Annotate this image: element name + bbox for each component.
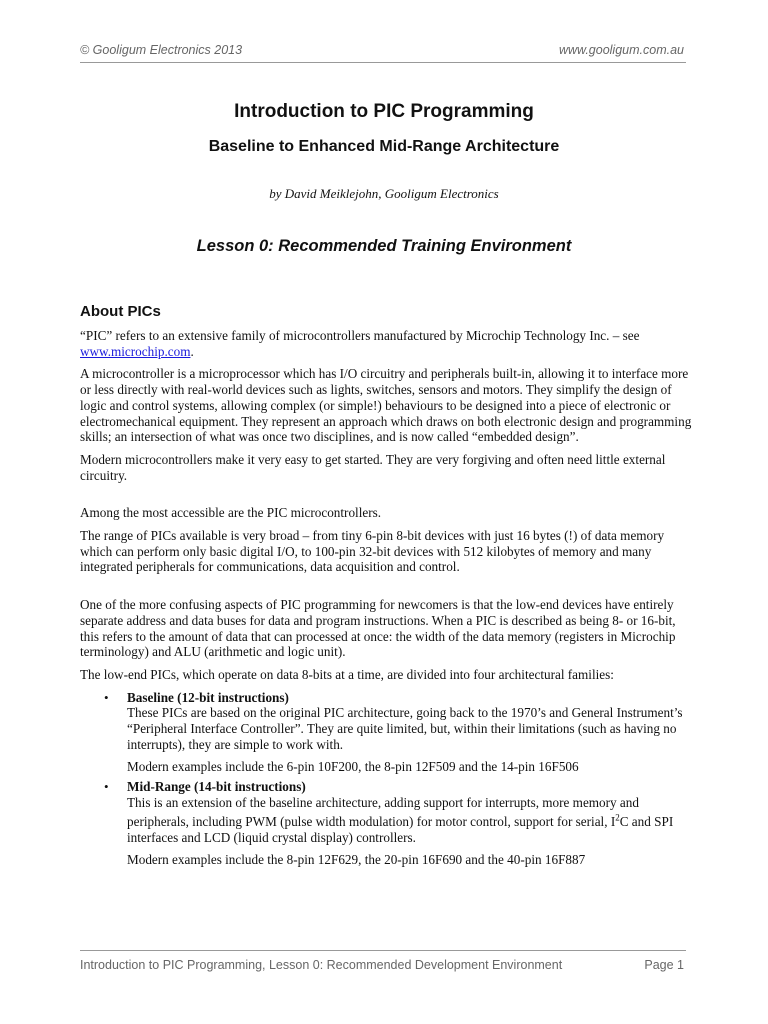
paragraph: One of the more confusing aspects of PIC programming for newcomers is that the low-end devices have entirely separate address and data buses for data and program instructions. When a PIC is described as being 8- or 16-bit, this refers to the amount of data that can processed at once: the width of the data memory (registers in Microchip terminology) and ALU (arithmetic and logic unit). — [80, 597, 676, 660]
family-example: Modern examples include the 6-pin 10F200, the 8-pin 12F509 and the 14-pin 16F506 — [127, 759, 579, 775]
bullet-icon: • — [104, 689, 109, 705]
family-description — [127, 795, 673, 845]
document-subtitle: Baseline to Enhanced Mid-Range Architecture — [208, 138, 560, 155]
paragraph: The range of PICs available is very broad – from tiny 6-pin 8-bit devices with just 16 bytes (!) of data memory which can perform only basic digital I/O, to 100-pin 32-bit devices with 512 kilobytes of memory and many integrated peripherals for communications, data acquisition and control. — [80, 528, 665, 575]
family-description: These PICs are based on the original PIC architecture, going back to the 1970’s and General Instrument’s “Peripheral Interface Controller”. They are quite limited, but, within their limitations (such as having no interrupts), they are simple to work with. — [127, 705, 683, 752]
family-example: Modern examples include the 8-pin 12F629, the 20-pin 16F690 and the 40-pin 16F887 — [127, 852, 586, 868]
family-name: Baseline (12-bit instructions) — [127, 689, 289, 705]
header-url: www.gooligum.com.au — [558, 43, 684, 57]
list-item — [80, 690, 692, 776]
paragraph — [80, 328, 692, 359]
list-item — [80, 779, 692, 868]
page-number: Page 1 — [644, 958, 684, 972]
description-text: C and SPI interfaces and LCD (liquid crystal display) controllers. — [127, 813, 674, 845]
footer-rule — [80, 950, 686, 951]
section-heading: About PICs — [80, 303, 161, 320]
paragraph-text: . — [190, 343, 194, 359]
author-byline: by David Meiklejohn, Gooligum Electronics — [269, 186, 499, 201]
footer-title: Introduction to PIC Programming, Lesson 0: Recommended Development Environment — [80, 958, 563, 972]
lesson-title: Lesson 0: Recommended Training Environment — [196, 237, 572, 255]
family-name: Mid-Range (14-bit instructions) — [127, 779, 306, 795]
bullet-icon: • — [104, 779, 109, 795]
microchip-link[interactable]: www.microchip.com — [80, 343, 191, 359]
paragraph: Modern microcontrollers make it very easy to get started. They are very forgiving and often need little external circuitry. — [80, 451, 666, 483]
superscript: 2 — [615, 812, 620, 823]
paragraph: Among the most accessible are the PIC microcontrollers. — [80, 505, 382, 521]
architecture-list — [80, 690, 692, 868]
description-text: This is an extension of the baseline architecture, adding support for interrupts, more memory and peripherals, including PWM (pulse width modulation) for motor control, support for serial, I — [127, 794, 639, 829]
header-copyright: © Gooligum Electronics 2013 — [80, 43, 243, 57]
paragraph-text: “PIC” refers to an extensive family of microcontrollers manufactured by Microchip Technology Inc. – see — [80, 328, 640, 343]
paragraph: The low-end PICs, which operate on data 8-bits at a time, are divided into four architectural families: — [80, 666, 614, 682]
header-rule — [80, 62, 686, 63]
paragraph: A microcontroller is a microprocessor which has I/O circuitry and peripherals built-in, allowing it to interface more or less directly with real-world devices such as lights, switches, sensors and motors. They simplify the design of logic and control systems, allowing complex (or simple!) behaviours to be designed into a piece of electronic or electromechanical equipment. They represent an approach which draws on both electronic design and programming skills; an intersection of what was once two disciplines, and is now called “embedded design”. — [80, 366, 692, 445]
body-text — [80, 328, 692, 872]
document-title: Introduction to PIC Programming — [234, 101, 534, 122]
